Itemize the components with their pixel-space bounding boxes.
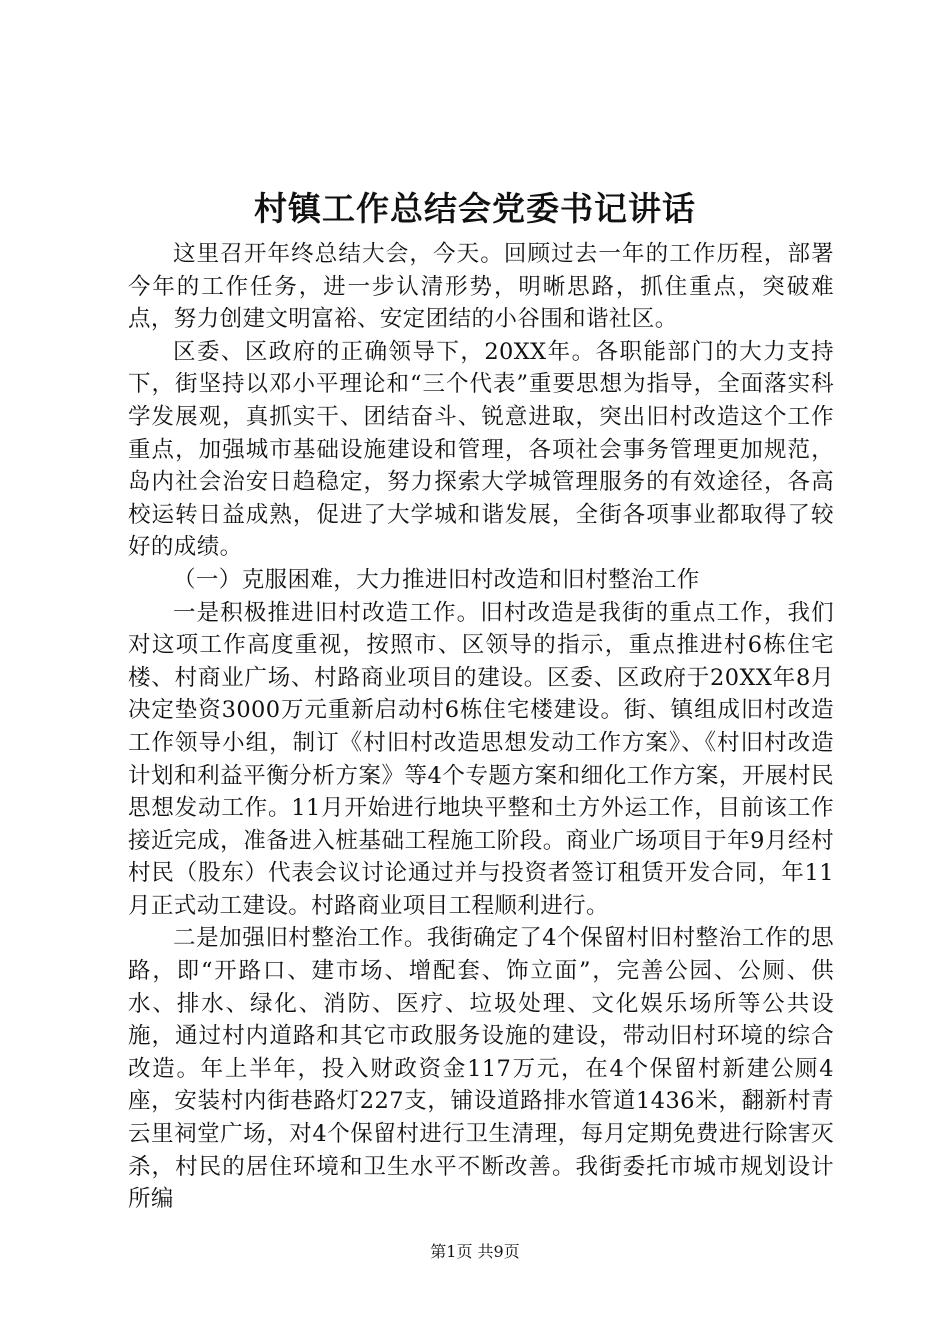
paragraph-village-renovation: 一是积极推进旧村改造工作。旧村改造是我街的重点工作，我们对这项工作高度重视，按照市、区领导的指示，重点推进村6栋住宅楼、村商业广场、村路商业项目的建设。区委、区政府于20XX年8月决定垫资3000万元重新启动村6栋住宅楼建设。街、镇组成旧村改造工作领导小组，制订《村旧村改造思想发动工作方案》、《村旧村改造计划和利益平衡分析方案》等4个专题方案和细化工作方案，开展村民思想发动工作。11月开始进行地块平整和土方外运工作，目前该工作接近完成，准备进入桩基础工程施工阶段。商业广场项目于年9月经村村民（股东）代表会议讨论通过并与投资者签订租赁开发合同，年11月正式动工建设。村路商业项目工程顺利进行。 [128,599,834,919]
page-footer: 第1页 共9页 [430,1242,520,1261]
section-heading-1: （一）克服困难，大力推进旧村改造和旧村整治工作 [173,566,700,593]
paragraph-village-rectification: 二是加强旧村整治工作。我街确定了4个保留村旧村整治工作的思路，即“开路口、建市场、增配套、饰立面”，完善公园、公厕、供水、排水、绿化、消防、医疗、垃圾处理、文化娱乐场所等公共设施，通过村内道路和其它市政服务设施的建设，带动旧村环境的综合改造。年上半年，投入财政资金117万元，在4个保留村新建公厕4座，安装村内街巷路灯227支，铺设道路排水管道1436米，翻新村青云里祠堂广场，对4个保留村进行卫生清理，每月定期免费进行除害灭杀，村民的居住环境和卫生水平不断改善。我街委托市城市规划设计所编 [128,925,834,1213]
paragraph-achievements: 区委、区政府的正确领导下，20XX年。各职能部门的大力支持下，街坚持以邓小平理论和“三个代表”重要思想为指导，全面落实科学发展观，真抓实干、团结奋斗、锐意进取，突出旧村改造这个工作重点，加强城市基础设施建设和管理，各项社会事务管理更加规范，岛内社会治安日趋稳定，努力探索大学城管理服务的有效途径，各高校运转日益成熟，促进了大学城和谐发展，全街各项事业都取得了较好的成绩。 [128,338,834,561]
document-body [128,238,834,1216]
paragraph-intro: 这里召开年终总结大会，今天。回顾过去一年的工作历程，部署今年的工作任务，进一步认清形势，明晰思路，抓住重点，突破难点，努力创建文明富裕、安定团结的小谷围和谐社区。 [128,241,834,333]
document-title: 村镇工作总结会党委书记讲话 [254,189,696,228]
